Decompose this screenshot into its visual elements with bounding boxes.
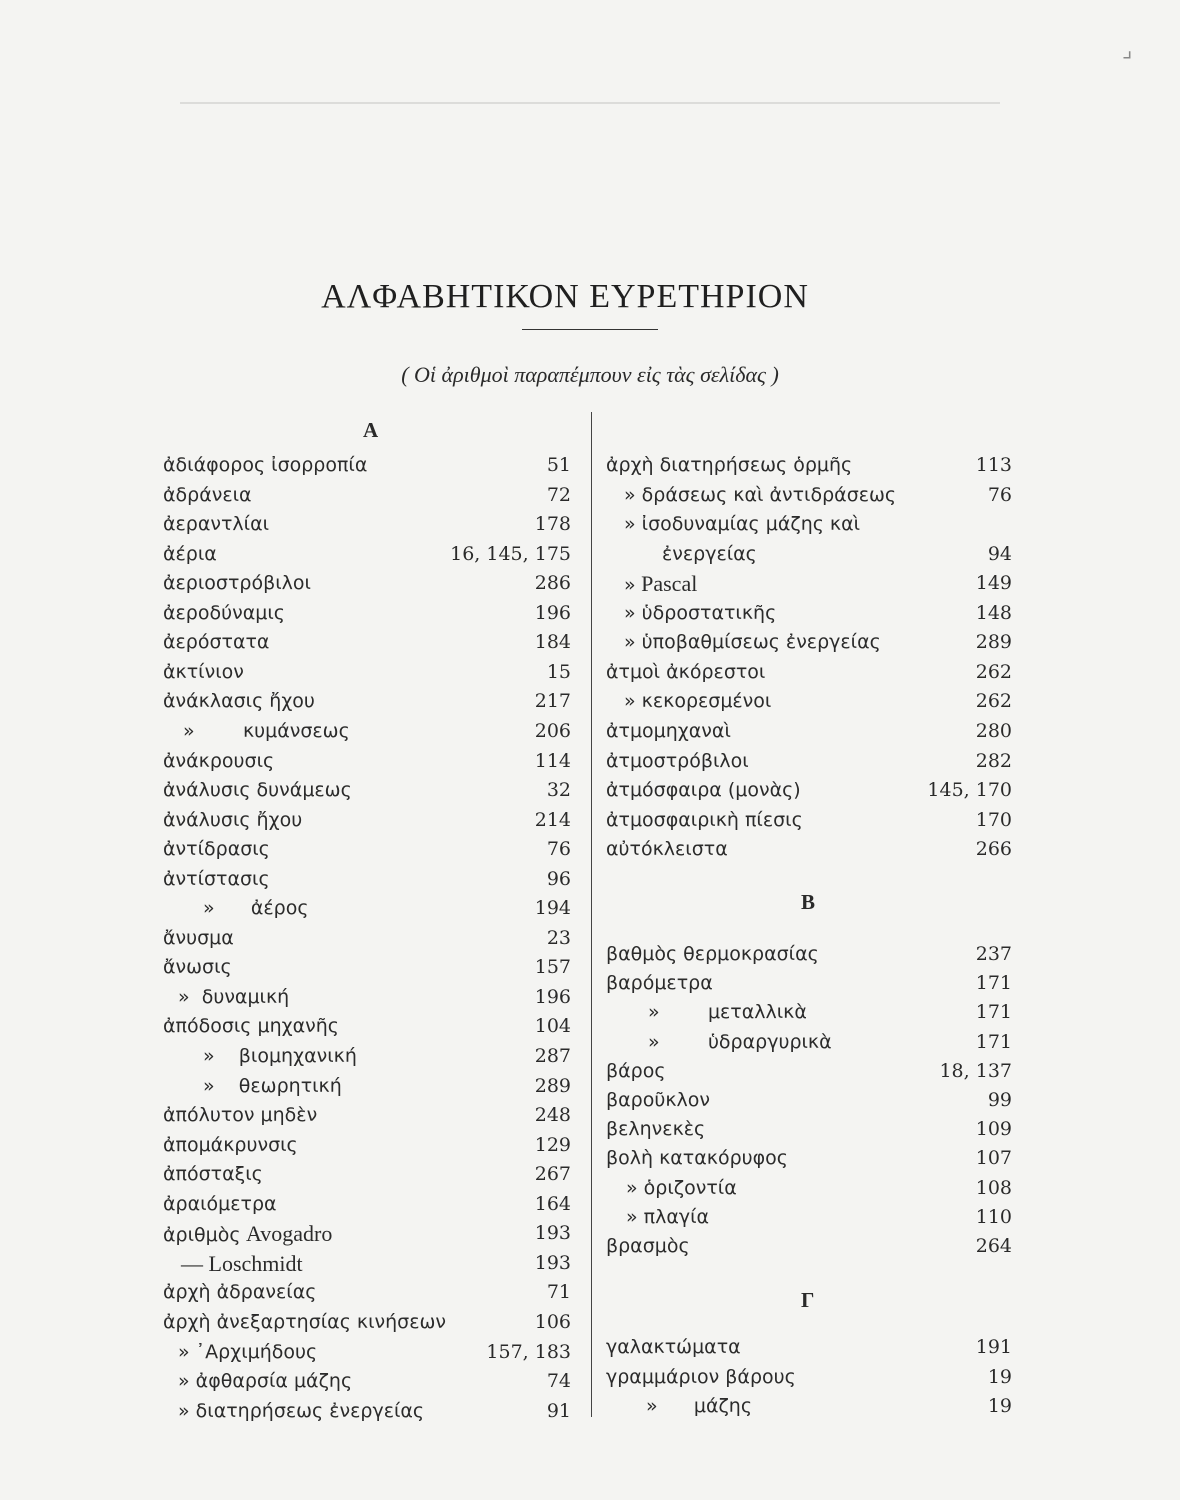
index-entry [606, 1028, 1012, 1057]
entry-term [163, 540, 217, 569]
entry-term-text: βαρόμετρα [606, 972, 713, 995]
entry-term-text: » μεταλλικὰ [648, 1001, 807, 1024]
entry-pages: 113 [975, 454, 1012, 476]
index-entry [163, 776, 571, 805]
entry-term-text: » μάζης [646, 1395, 753, 1417]
page-title: ΑΛΦΑΒΗΤΙΚΟΝ ΕΥΡΕΤΗΡΙΟΝ [321, 278, 809, 315]
index-entry [606, 628, 1012, 657]
index-entry [163, 451, 571, 480]
entry-term-text: ἀντίστασις [163, 867, 270, 890]
entry-term-text: ἀέρια [163, 542, 217, 565]
entry-term-text: ἀρχὴ διατηρήσεως ὁρμῆς [606, 454, 853, 476]
entry-term [163, 1101, 317, 1130]
entry-term-text: βαθμὸς θερμοκρασίας [606, 943, 819, 965]
entry-pages: 72 [546, 483, 571, 506]
entry-term [606, 1144, 788, 1173]
entry-pages: 129 [534, 1133, 571, 1156]
index-entry [163, 1338, 571, 1367]
entry-pages: 170 [975, 808, 1012, 831]
entry-pages: 248 [534, 1104, 571, 1127]
entry-term-text: ἀραιόμετρα [163, 1192, 277, 1215]
entry-term [163, 628, 269, 657]
index-entry [163, 747, 571, 776]
entry-term [606, 969, 713, 998]
bleed-through-title [480, 148, 498, 170]
entry-term-text: ἀνάλυσις δυνάμεως [163, 779, 352, 802]
entry-pages: 106 [534, 1310, 571, 1333]
page-subtitle: ( Οἱ ἀριθμοὶ παραπέμπουν εἰς τὰς σελίδας ) [401, 362, 779, 387]
entry-term [178, 983, 289, 1012]
entry-pages: 289 [534, 1074, 571, 1097]
entry-term [163, 747, 274, 776]
index-entry [163, 1042, 571, 1071]
index-entry [163, 924, 571, 953]
entry-term-text: » ὑποβαθμίσεως ἐνεργείας [624, 631, 881, 654]
entry-term [606, 1363, 796, 1392]
index-entry [163, 658, 571, 687]
entry-term-text: ἀεροδύναμις [163, 601, 285, 624]
entry-term [178, 1397, 424, 1426]
entry-term [626, 1203, 709, 1232]
entry-pages: 110 [975, 1205, 1012, 1228]
entry-term-text: » ᾿Αρχιμήδους [178, 1340, 318, 1363]
index-entry [163, 835, 571, 864]
entry-term-text: αὐτόκλειστα [606, 838, 728, 861]
entry-pages: 264 [975, 1235, 1012, 1257]
entry-term-text: ἄνυσμα [163, 926, 234, 949]
index-entry [606, 1333, 1012, 1362]
entry-term-latin: — Loschmidt [181, 1250, 303, 1276]
entry-pages: 171 [975, 972, 1012, 995]
entry-term [606, 747, 749, 776]
entry-term [606, 1115, 705, 1144]
index-entry [606, 1057, 1012, 1086]
entry-pages: 262 [975, 660, 1012, 683]
entry-pages: 19 [987, 1365, 1012, 1388]
entry-pages: 15 [546, 660, 571, 683]
index-entry [163, 1160, 571, 1189]
entry-term [163, 1278, 316, 1307]
entry-term [163, 835, 270, 864]
index-entry [163, 983, 571, 1012]
entry-pages: 280 [975, 719, 1012, 742]
entry-term [646, 1392, 752, 1421]
entry-pages: 19 [987, 1395, 1012, 1417]
entry-pages: 184 [534, 631, 571, 654]
entry-term-text: ἀπομάκρυνσις [163, 1133, 298, 1156]
entry-term-text: ἀπόλυτον μηδὲν [163, 1104, 318, 1127]
entry-term [606, 940, 819, 969]
entry-term-text: ἀερόστατα [163, 631, 270, 654]
entry-pages: 196 [534, 985, 571, 1008]
entry-pages: 193 [534, 1251, 571, 1274]
entry-term [163, 1308, 446, 1337]
entry-term [163, 1249, 303, 1280]
index-entry [606, 717, 1012, 746]
entry-term [624, 599, 776, 628]
entry-term-text: ἀτμόσφαιρα (μονὰς) [606, 779, 801, 802]
index-entry [163, 894, 571, 923]
index-entry [606, 835, 1012, 864]
entry-term-text: » βιομηχανική [203, 1045, 357, 1067]
entry-term [163, 1131, 298, 1160]
entry-term [606, 451, 852, 480]
index-entry [163, 599, 571, 628]
entry-term [606, 658, 765, 687]
entry-term [662, 540, 757, 569]
entry-pages: 289 [975, 631, 1012, 654]
entry-pages: 157 [534, 956, 571, 979]
entry-pages: 71 [546, 1281, 571, 1304]
index-entry [606, 1363, 1012, 1392]
entry-term-text: ἀτμοστρόβιλοι [606, 749, 749, 772]
entry-term-text: ἀρχὴ ἀνεξαρτησίας κινήσεων [163, 1310, 447, 1333]
entry-pages: 193 [534, 1222, 571, 1245]
entry-term-text: ἀτμομηχαναὶ [606, 719, 731, 742]
index-entry [606, 1203, 1012, 1232]
entry-pages: 76 [546, 838, 571, 861]
entry-term [606, 806, 803, 835]
entry-term [626, 1174, 737, 1203]
entry-term [163, 806, 302, 835]
index-entry [163, 1278, 571, 1307]
entry-term [606, 1086, 710, 1115]
entry-pages: 94 [987, 542, 1012, 565]
entry-pages: 266 [975, 838, 1012, 861]
entry-pages: 107 [975, 1147, 1012, 1170]
index-entry [163, 1219, 571, 1248]
entry-term [163, 776, 352, 805]
entry-term [178, 1367, 352, 1396]
section-letter-alpha: Α [363, 418, 379, 442]
entry-term [163, 1160, 263, 1189]
entry-term-text: » ἀέρος [203, 897, 309, 920]
entry-term [163, 569, 311, 598]
margin-mark: ⌟ [1122, 38, 1133, 63]
entry-term-text: » ὁριζοντία [626, 1176, 737, 1199]
entry-term [624, 687, 771, 716]
index-entry [606, 806, 1012, 835]
index-entry [606, 540, 1012, 569]
entry-term-text: ἀεριοστρόβιλοι [163, 572, 311, 595]
index-entry [606, 510, 1012, 539]
entry-term [163, 1190, 277, 1219]
entry-term-text: » δράσεως καὶ ἀντιδράσεως [624, 483, 897, 506]
entry-term-text: » [624, 574, 636, 597]
entry-term-text: » κεκορεσμένοι [624, 690, 772, 713]
index-entry [606, 940, 1012, 969]
entry-term-text: ἀριθμὸς [163, 1224, 241, 1247]
entry-term [163, 510, 269, 539]
entry-term-text: βρασμὸς [606, 1235, 690, 1257]
entry-term [163, 599, 285, 628]
entry-term [163, 953, 232, 982]
entry-term [606, 1232, 690, 1261]
entry-pages: 91 [546, 1399, 571, 1422]
entry-term-text: » ὑδραργυρικὰ [648, 1030, 832, 1053]
entry-pages: 99 [987, 1089, 1012, 1111]
entry-pages: 96 [546, 867, 571, 890]
entry-pages: 282 [975, 749, 1012, 772]
entry-term-text: βολὴ κατακόρυφος [606, 1147, 788, 1170]
entry-term-text: βεληνεκὲς [606, 1118, 706, 1141]
entry-term [624, 569, 697, 600]
entry-term-latin: Pascal [635, 571, 698, 597]
entry-term-text: ἀντίδρασις [163, 838, 270, 861]
entry-term [163, 924, 234, 953]
index-entry [163, 953, 571, 982]
entry-pages: 178 [534, 513, 571, 536]
entry-term-text: ἀκτίνιον [163, 660, 244, 683]
index-entry [163, 569, 571, 598]
bleed-through-header [180, 78, 1000, 104]
entry-term [203, 1042, 357, 1071]
entry-pages: 217 [534, 690, 571, 713]
index-entry [606, 1086, 1012, 1115]
entry-pages: 171 [975, 1001, 1012, 1024]
index-entry [163, 628, 571, 657]
entry-term [606, 1057, 666, 1086]
entry-term-text: » ἰσοδυναμίας μάζης καὶ [624, 513, 861, 536]
column-divider [591, 412, 592, 1417]
index-entry [606, 481, 1012, 510]
entry-pages: 32 [546, 779, 571, 802]
entry-pages: 51 [546, 454, 571, 476]
index-entry [163, 510, 571, 539]
index-entry [163, 481, 571, 510]
entry-term [163, 1012, 339, 1041]
entry-pages: 18, 137 [939, 1059, 1012, 1082]
entry-term-text: ἀνάλυσις ἤχου [163, 808, 303, 831]
entry-term-text: » ὑδροστατικῆς [624, 601, 777, 624]
index-entry [606, 569, 1012, 598]
index-entry [606, 1232, 1012, 1261]
index-entry [163, 865, 571, 894]
entry-term-text: ἄνωσις [163, 956, 232, 979]
entry-pages: 148 [975, 601, 1012, 624]
entry-term [163, 687, 315, 716]
entry-term [163, 1219, 332, 1250]
index-entry [163, 540, 571, 569]
index-entry [163, 1249, 571, 1278]
entry-term-text: βάρος [606, 1059, 666, 1082]
entry-term [606, 717, 731, 746]
entry-term [624, 510, 860, 539]
index-entry [163, 1397, 571, 1426]
entry-pages: 287 [534, 1045, 571, 1067]
entry-term-latin: Avogadro [240, 1221, 333, 1247]
index-entry [606, 599, 1012, 628]
entry-term [183, 717, 350, 746]
entry-term [648, 998, 807, 1027]
index-entry [606, 687, 1012, 716]
entry-term [203, 894, 309, 923]
index-entry [163, 1131, 571, 1160]
entry-term-text: ἀτμοὶ ἀκόρεστοι [606, 660, 766, 683]
entry-term-text: » κυμάνσεως [183, 719, 350, 742]
entry-pages: 262 [975, 690, 1012, 713]
entry-term-text: ἀνάκρουσις [163, 749, 275, 772]
entry-term-text: » διατηρήσεως ἐνεργείας [178, 1399, 425, 1422]
entry-term-text: ἐνεργείας [662, 542, 757, 565]
index-entry [606, 1115, 1012, 1144]
entry-pages: 16, 145, 175 [450, 542, 571, 565]
entry-term [648, 1028, 832, 1057]
entry-term [163, 658, 244, 687]
index-entry [163, 1101, 571, 1130]
entry-term [163, 481, 252, 510]
index-entry [163, 1308, 571, 1337]
entry-pages: 237 [975, 943, 1012, 965]
entry-pages: 206 [534, 719, 571, 742]
entry-term [163, 865, 270, 894]
entry-term-text: γραμμάριον βάρους [606, 1365, 796, 1388]
index-entry [163, 806, 571, 835]
entry-term [203, 1072, 342, 1101]
index-entry [606, 776, 1012, 805]
entry-pages: 157, 183 [486, 1340, 571, 1363]
entry-term-text: ἀνάκλασις ἤχου [163, 690, 315, 713]
entry-term-text: ἀδιάφορος ἰσορροπία [163, 454, 368, 476]
entry-pages: 267 [534, 1163, 571, 1186]
section-letter-gamma: Γ [801, 1288, 815, 1312]
entry-term [624, 481, 896, 510]
entry-pages: 149 [975, 572, 1012, 595]
index-entry [606, 1392, 1012, 1421]
entry-term-text: ἀπόσταξις [163, 1163, 263, 1186]
entry-term [606, 776, 801, 805]
entry-pages: 171 [975, 1030, 1012, 1053]
index-entry [606, 1144, 1012, 1173]
entry-term-text: ἀτμοσφαιρικὴ πίεσις [606, 808, 803, 831]
entry-pages: 196 [534, 601, 571, 624]
index-entry [163, 687, 571, 716]
entry-pages: 164 [534, 1192, 571, 1215]
entry-pages: 191 [975, 1336, 1012, 1358]
index-entry [163, 1367, 571, 1396]
entry-pages: 108 [975, 1176, 1012, 1199]
entry-term-text: ἀρχὴ ἀδρανείας [163, 1281, 317, 1304]
entry-pages: 23 [546, 926, 571, 949]
entry-term-text: βαροῦκλον [606, 1089, 711, 1111]
index-entry [606, 658, 1012, 687]
entry-term-text: » θεωρητική [203, 1074, 342, 1097]
entry-pages: 114 [534, 749, 571, 772]
index-entry [163, 1190, 571, 1219]
entry-pages: 194 [534, 897, 571, 920]
index-entry [163, 717, 571, 746]
section-letter-beta: Β [801, 890, 816, 914]
entry-term-text: ἀπόδοσις μηχανῆς [163, 1015, 339, 1038]
index-entry [163, 1072, 571, 1101]
entry-term [178, 1338, 317, 1367]
entry-term [163, 451, 367, 480]
entry-pages: 286 [534, 572, 571, 595]
entry-term-text: ἀδράνεια [163, 483, 252, 506]
entry-pages: 109 [975, 1118, 1012, 1141]
entry-term-text: » δυναμική [178, 985, 290, 1008]
entry-pages: 214 [534, 808, 571, 831]
index-entry [606, 998, 1012, 1027]
title-rule [522, 329, 658, 330]
index-entry [163, 1012, 571, 1041]
index-entry [606, 969, 1012, 998]
entry-term-text: » ἀφθαρσία μάζης [178, 1370, 353, 1393]
entry-term-text: ἀεραντλίαι [163, 513, 270, 536]
entry-pages: 145, 170 [927, 779, 1012, 802]
entry-pages: 74 [546, 1370, 571, 1393]
index-entry [606, 451, 1012, 480]
entry-term-text: γαλακτώματα [606, 1336, 741, 1358]
entry-term [606, 835, 728, 864]
entry-pages: 104 [534, 1015, 571, 1038]
entry-pages: 76 [987, 483, 1012, 506]
index-entry [606, 747, 1012, 776]
entry-term [624, 628, 881, 657]
entry-term-text: » πλαγία [626, 1205, 710, 1228]
entry-term [606, 1333, 741, 1362]
index-entry [606, 1174, 1012, 1203]
